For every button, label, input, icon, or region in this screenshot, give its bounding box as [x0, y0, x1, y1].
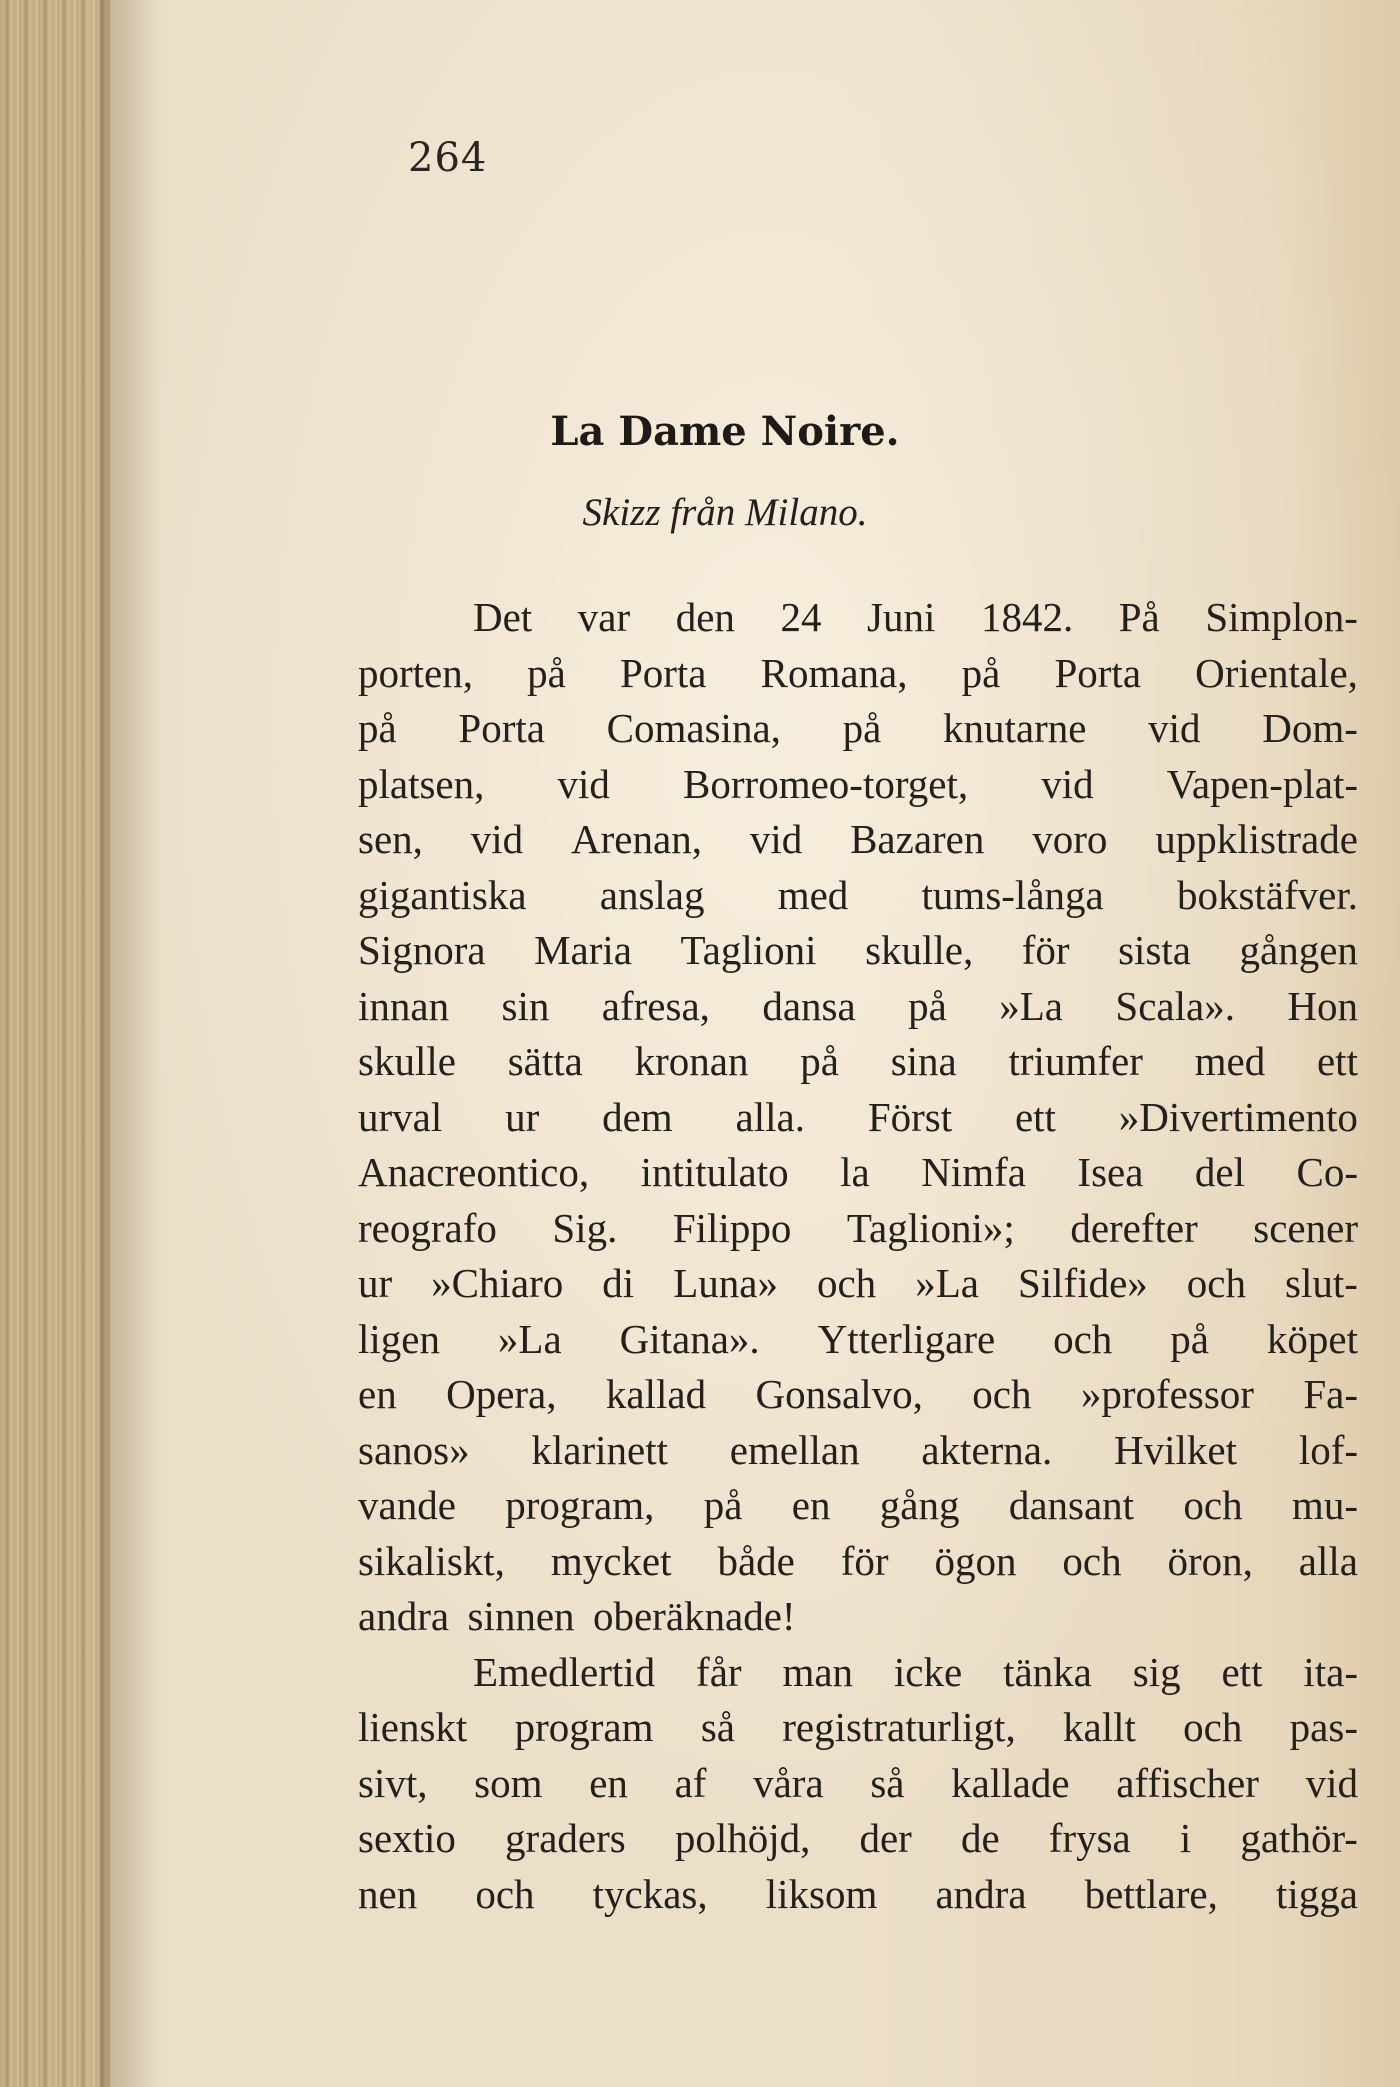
- word: klarinett: [531, 1426, 669, 1473]
- text-line: [358, 1145, 1358, 1201]
- word: gathör-: [1240, 1815, 1358, 1861]
- word: »La: [999, 982, 1063, 1029]
- word: Hon: [1287, 982, 1358, 1029]
- word: lienskt: [358, 1704, 468, 1750]
- page-number: 264: [408, 135, 488, 181]
- word: gigantiska: [358, 871, 527, 918]
- word: reografo: [358, 1204, 497, 1251]
- text-line: [358, 1090, 1358, 1146]
- word: för: [1021, 927, 1070, 973]
- word: en: [589, 1759, 628, 1806]
- word: Dom-: [1262, 705, 1358, 751]
- word: Luna»: [673, 1260, 778, 1306]
- word: Taglioni: [680, 927, 817, 973]
- word: Porta: [619, 649, 707, 696]
- word: vid: [1305, 1759, 1358, 1806]
- word: ligen: [358, 1315, 440, 1362]
- text-line: [358, 1478, 1358, 1534]
- word: sina: [890, 1038, 957, 1084]
- word: la: [840, 1149, 870, 1195]
- word: på: [842, 705, 882, 751]
- word: Orientale,: [1195, 649, 1358, 696]
- word: som: [474, 1759, 543, 1806]
- word: Simplon-: [1205, 594, 1358, 640]
- word: Ytterligare: [817, 1315, 996, 1362]
- word: Opera,: [446, 1371, 557, 1417]
- word: urval: [358, 1093, 443, 1140]
- word: innan: [358, 982, 450, 1029]
- word: Bazaren: [850, 816, 985, 862]
- word: en: [791, 1482, 831, 1528]
- word: ett: [1221, 1648, 1263, 1695]
- word: så: [700, 1704, 735, 1750]
- word: del: [1194, 1149, 1246, 1195]
- word: Filippo: [672, 1204, 792, 1251]
- word: sikaliskt,: [358, 1537, 505, 1584]
- word: tums-långa: [921, 871, 1104, 918]
- word: på: [1170, 1315, 1209, 1362]
- word: var: [577, 594, 631, 640]
- word: den: [675, 594, 735, 640]
- word: sätta: [507, 1038, 583, 1084]
- word: på: [908, 982, 947, 1029]
- word: »La: [497, 1315, 562, 1362]
- word: intitulato: [640, 1149, 789, 1195]
- word: der: [859, 1815, 912, 1861]
- word: för: [840, 1537, 889, 1584]
- word: polhöjd,: [674, 1815, 811, 1861]
- word: Romana,: [760, 649, 908, 696]
- word: »professor: [1080, 1371, 1254, 1417]
- word: Först: [867, 1093, 953, 1140]
- word: med: [1194, 1038, 1266, 1084]
- word: andra: [358, 1593, 450, 1639]
- word: ita-: [1303, 1648, 1358, 1695]
- word: 1842.: [980, 594, 1074, 640]
- word: och: [1183, 1704, 1243, 1750]
- word: »Chiaro: [431, 1260, 564, 1306]
- word: sinnen: [467, 1593, 575, 1639]
- word: nen: [358, 1870, 418, 1917]
- word: di: [602, 1260, 635, 1306]
- word: Emedlertid: [473, 1648, 656, 1695]
- word: gången: [1239, 927, 1358, 973]
- word: skulle,: [865, 927, 974, 973]
- word: våra: [753, 1759, 824, 1806]
- text-line: [358, 1589, 1358, 1645]
- word: vid: [1041, 760, 1094, 807]
- word: på: [800, 1038, 839, 1084]
- text-line: [358, 1034, 1358, 1090]
- word: gång: [879, 1482, 960, 1528]
- word: tigga: [1275, 1870, 1358, 1917]
- text-line: [358, 1700, 1358, 1756]
- word: uppklistrade: [1155, 816, 1358, 862]
- word: platsen,: [358, 760, 485, 807]
- word: dansa: [762, 982, 856, 1029]
- word: Taglioni»;: [846, 1204, 1015, 1251]
- word: i: [1179, 1815, 1192, 1861]
- chapter-title: La Dame Noire.: [550, 408, 900, 455]
- word: Gonsalvo,: [755, 1371, 923, 1417]
- word: köpet: [1266, 1315, 1358, 1362]
- word: kallad: [605, 1371, 707, 1417]
- gutter-shadow: [100, 0, 160, 2087]
- text-line: [358, 1312, 1358, 1368]
- word: Porta: [1054, 649, 1142, 696]
- word: och: [1183, 1482, 1243, 1528]
- word: kallade: [951, 1759, 1070, 1806]
- word: 24: [780, 594, 822, 640]
- word: får: [696, 1648, 742, 1695]
- word: Hvilket: [1114, 1426, 1238, 1473]
- word: ett: [1316, 1038, 1358, 1084]
- word: afresa,: [601, 982, 710, 1029]
- word: frysa: [1048, 1815, 1131, 1861]
- text-line: [358, 979, 1358, 1035]
- word: vid: [1148, 705, 1201, 751]
- word: Gitana».: [619, 1315, 760, 1362]
- word: sen,: [358, 816, 423, 862]
- word: så: [870, 1759, 905, 1806]
- word: registraturligt,: [782, 1704, 1016, 1750]
- word: mycket: [550, 1537, 672, 1584]
- word: Porta: [458, 705, 545, 751]
- word: alla.: [735, 1093, 805, 1140]
- word: På: [1118, 594, 1160, 640]
- text-line: [358, 868, 1358, 924]
- word: af: [674, 1759, 707, 1806]
- text-line: [358, 1367, 1358, 1423]
- word: program,: [505, 1482, 655, 1528]
- word: Signora: [358, 927, 486, 973]
- book-gutter: [0, 0, 110, 2087]
- word: anslag: [599, 871, 705, 918]
- word: på: [358, 705, 397, 751]
- word: Borromeo-torget,: [683, 760, 969, 807]
- word: dem: [602, 1093, 673, 1140]
- word: liksom: [765, 1870, 878, 1917]
- word: porten,: [358, 649, 473, 696]
- text-line: [358, 1867, 1358, 1923]
- word: man: [782, 1648, 854, 1695]
- word: voro: [1032, 816, 1108, 862]
- word: Juni: [867, 594, 936, 640]
- text-line: [358, 646, 1358, 702]
- word: och: [816, 1260, 877, 1306]
- word: Isea: [1077, 1149, 1144, 1195]
- text-line: [358, 701, 1358, 757]
- word: Det: [473, 594, 533, 640]
- text-line: [358, 1423, 1358, 1479]
- word: »La: [915, 1260, 979, 1306]
- word: Nimfa: [921, 1149, 1026, 1195]
- word: tänka: [1003, 1648, 1092, 1695]
- word: mu-: [1291, 1482, 1358, 1528]
- word: Sig.: [552, 1204, 618, 1251]
- word: Comasina,: [606, 705, 781, 751]
- word: en: [358, 1371, 397, 1417]
- text-line: [358, 590, 1358, 646]
- word: skulle: [358, 1038, 456, 1084]
- word: sig: [1132, 1648, 1181, 1695]
- word: pas-: [1289, 1704, 1358, 1750]
- word: Fa-: [1303, 1371, 1358, 1417]
- word: dansant: [1008, 1482, 1135, 1528]
- word: oberäknade!: [592, 1593, 796, 1639]
- word: sanos»: [358, 1426, 470, 1473]
- word: andra: [935, 1870, 1027, 1917]
- word: Vapen-plat-: [1166, 760, 1358, 807]
- text-line: [358, 1645, 1358, 1701]
- word: och: [972, 1371, 1032, 1417]
- word: och: [1186, 1260, 1246, 1306]
- text-line: [358, 812, 1358, 868]
- word: sextio: [358, 1815, 456, 1861]
- word: icke: [893, 1648, 963, 1695]
- word: kronan: [634, 1038, 749, 1084]
- word: både: [717, 1537, 795, 1584]
- word: »Divertimento: [1118, 1093, 1358, 1140]
- word: sivt,: [358, 1759, 428, 1806]
- word: öron,: [1167, 1537, 1253, 1584]
- chapter-subtitle: Skizz från Milano.: [582, 491, 868, 534]
- word: bokstäfver.: [1176, 871, 1358, 918]
- text-line: [358, 1201, 1358, 1257]
- word: ett: [1014, 1093, 1056, 1140]
- word: Silfide»: [1017, 1260, 1148, 1306]
- word: kallt: [1063, 1704, 1136, 1750]
- word: Arenan,: [571, 816, 702, 862]
- word: bettlare,: [1084, 1870, 1218, 1917]
- word: tyckas,: [592, 1870, 708, 1917]
- word: och: [1062, 1537, 1122, 1584]
- word: Anacreontico,: [358, 1149, 590, 1195]
- word: program: [514, 1704, 654, 1750]
- word: sin: [501, 982, 550, 1029]
- word: och: [475, 1870, 535, 1917]
- word: scener: [1253, 1204, 1358, 1251]
- word: och: [1053, 1315, 1113, 1362]
- word: graders: [505, 1815, 626, 1861]
- word: alla: [1298, 1537, 1358, 1584]
- text-line: [358, 1256, 1358, 1312]
- word: knutarne: [943, 705, 1087, 751]
- word: ur: [358, 1260, 393, 1306]
- word: emellan: [729, 1426, 860, 1473]
- word: akterna.: [921, 1426, 1053, 1473]
- word: sista: [1118, 927, 1191, 973]
- text-line: [358, 1811, 1358, 1867]
- word: Co-: [1296, 1149, 1358, 1195]
- word: Scala».: [1115, 982, 1235, 1029]
- word: vande: [358, 1482, 456, 1528]
- word: vid: [749, 816, 803, 862]
- body-text: [358, 590, 1358, 1922]
- word: Maria: [534, 927, 632, 973]
- word: med: [777, 871, 849, 918]
- word: på: [961, 649, 1001, 696]
- word: ögon: [934, 1537, 1017, 1584]
- word: affischer: [1116, 1759, 1259, 1806]
- word: slut-: [1285, 1260, 1358, 1306]
- word: lof-: [1298, 1426, 1358, 1473]
- text-line: [358, 1534, 1358, 1590]
- word: på: [703, 1482, 743, 1528]
- word: ur: [505, 1093, 540, 1140]
- word: vid: [557, 760, 610, 807]
- word: triumfer: [1008, 1038, 1143, 1084]
- text-line: [358, 923, 1358, 979]
- text-line: [358, 1756, 1358, 1812]
- word: derefter: [1070, 1204, 1198, 1251]
- text-line: [358, 757, 1358, 813]
- word: de: [960, 1815, 1000, 1861]
- word: vid: [470, 816, 524, 862]
- word: på: [527, 649, 566, 696]
